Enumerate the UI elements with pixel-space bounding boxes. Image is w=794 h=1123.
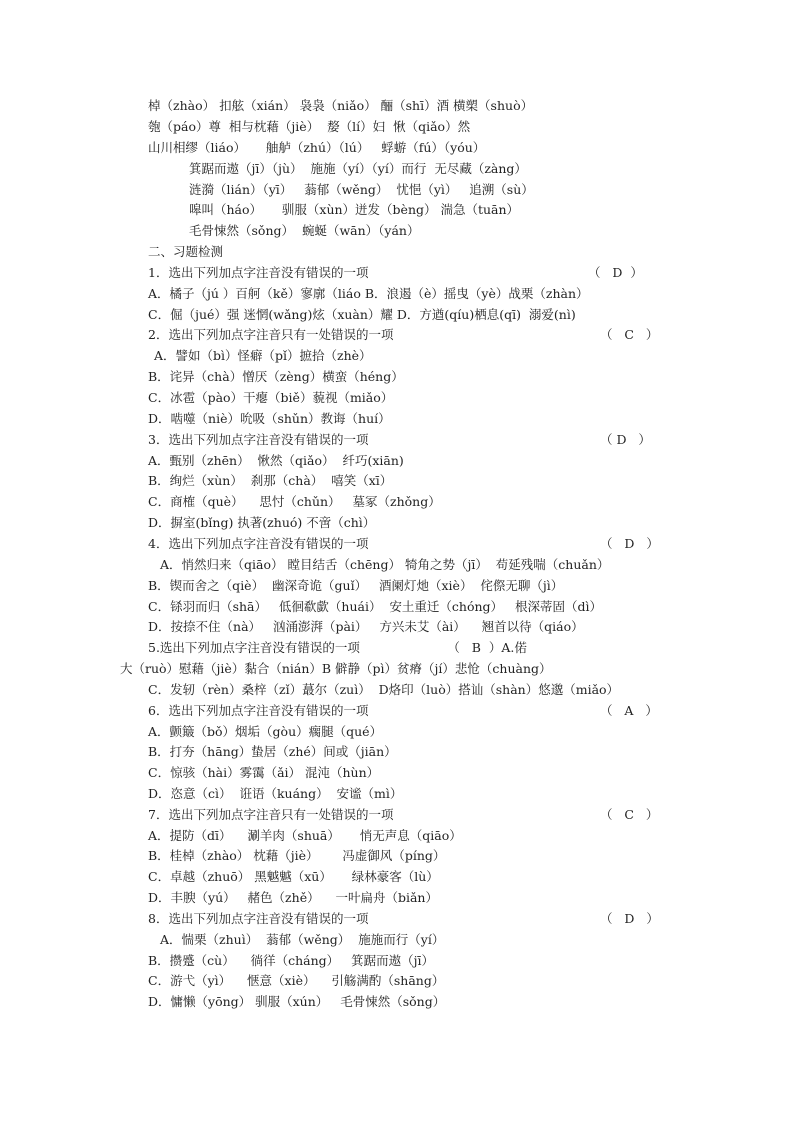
vocab-line: 箕踞而遨（jī）（jù） 施施（yí）（yí）而行 无尽藏（zàng） [189, 161, 527, 176]
question-stem: 8．选出下列加点字注音没有错误的一项 [148, 911, 369, 926]
answer-mark: （ D ） [600, 536, 659, 551]
answer-mark: （ A ） [600, 703, 658, 718]
question-option: A．譬如（bì）怪癖（pǐ）摭拾（zhè） [154, 348, 372, 363]
question-stem: 7．选出下列加点字注音只有一处错误的一项 [148, 807, 394, 822]
question-option: D．慵懒（yōng） 驯服（xún） 毛骨悚然（sǒng） [148, 994, 446, 1009]
question-option: D．丰腴（yú） 赭色（zhě） 一叶扁舟（biǎn） [148, 890, 438, 905]
question-option: B．锲而舍之（qiè） 幽深奇诡（guǐ） 酒阑灯灺（xiè） 侘傺无聊（jì） [148, 578, 564, 593]
vocab-line: 山川相缪（liáo） 舳舻（zhú）（lú） 蜉蝣（fú）（yóu） [148, 140, 486, 155]
vocab-line: 匏（páo）尊 相与枕藉（jiè） 嫠（lí）妇 愀（qiǎo）然 [148, 119, 471, 134]
question-option: C．铩羽而归（shā） 低徊欷歔（huái） 安土重迁（chóng） 根深蒂固（dì） [148, 599, 602, 614]
question-option: B．攒蹙（cù） 徜徉（cháng） 箕踞而遨（jī） [148, 953, 434, 968]
question-option: B．打夯（hāng）蛰居（zhé）间或（jiān） [148, 744, 397, 759]
question-option: C．游弋（yì） 惬意（xiè） 引觞满酌（shāng） [148, 973, 445, 988]
answer-mark: （ D ） [600, 911, 659, 926]
answer-mark: （ D ） [588, 265, 643, 280]
question-option: A．橘子（jú ）百舸（kě）寥廓（liáo B．浪遏（è）摇曳（yè）战栗（zhàn） [148, 286, 589, 301]
answer-mark: （ D ） [600, 432, 651, 447]
question-option: D．恣意（cì） 诳语（kuáng） 安谧（mì） [148, 786, 403, 801]
question-option: C．惊骇（hài）雾霭（ǎi） 混沌（hùn） [148, 765, 380, 780]
vocab-line: 毛骨悚然（sǒng） 蜿蜒（wān）（yán） [189, 223, 420, 238]
question-option: A．颤簸（bǒ）烟垢（gòu）瘸腿（qué） [148, 724, 383, 739]
answer-mark: （ C ） [600, 327, 659, 342]
question-option: B．绚烂（xùn） 刹那（chà） 嘻笑（xī） [148, 473, 393, 488]
vocab-line: 涟漪（lián）（yī） 蓊郁（wěng） 忧悒（yì） 追溯（sù） [189, 182, 534, 197]
question-stem: 4．选出下列加点字注音没有错误的一项 [148, 536, 369, 551]
vocab-line: 棹（zhào） 扣舷（xián） 袅袅（niǎo） 酾（shī）酒 横槊（shuò） [148, 98, 534, 113]
question-option: B．诧异（chà）憎厌（zèng）横蛮（héng） [148, 369, 404, 384]
question-option: D．摒室(bǐng) 执著(zhuó) 不啻（chì） [148, 515, 376, 530]
question-option: B．桂棹（zhào） 枕藉（jiè） 冯虚御风（píng） [148, 848, 446, 863]
question-stem: 6．选出下列加点字注音没有错误的一项 [148, 703, 369, 718]
question-option: C．倔（jué）强 迷惘(wǎng)炫（xuàn）耀 D．方遒(qíu)栖息(qī) 溺爱(nì) [148, 307, 576, 322]
question-option: D．按捺不住（nà） 汹涌澎湃（pài） 方兴未艾（ài） 翘首以待（qiáo） [148, 619, 584, 634]
question-option: C．冰雹（pào）干瘪（biě）藐视（miǎo） [148, 390, 394, 405]
answer-mark: （ C ） [600, 807, 659, 822]
question-option: A．惴栗（zhuì） 蓊郁（wěng） 施施而行（yí） [160, 932, 445, 947]
question-option: C．发轫（rèn）桑梓（zǐ）蕞尔（zuì） D烙印（luò）搭讪（shàn）悠邈（miǎo） [148, 682, 620, 697]
question-option: A．甄别（zhēn） 愀然（qiǎo） 纤巧(xiān) [148, 453, 404, 468]
question-stem: 1．选出下列加点字注音没有错误的一项 [148, 265, 369, 280]
question-option: 大（ruò）慰藉（jiè）黏合（nián）B 僻静（pì）贫瘠（jí）悲怆（chuàng） [120, 661, 552, 676]
question-stem: 2．选出下列加点字注音只有一处错误的一项 [148, 327, 394, 342]
question-option: C．商榷（què） 思忖（chǔn） 墓冢（zhǒng） [148, 494, 441, 509]
question-stem: 3．选出下列加点字注音没有错误的一项 [148, 432, 369, 447]
vocab-line: 嗥叫（háo） 驯服（xùn）迸发（bèng） 湍急（tuān） [189, 202, 520, 217]
question-option: A．提防（dī） 涮羊肉（shuā） 悄无声息（qiāo） [148, 828, 462, 843]
question-option: D．啮噬（niè）吮吸（shǔn）教诲（huí） [148, 411, 391, 426]
question-option: C．卓越（zhuō） 黑魆魆（xū） 绿林豪客（lù） [148, 869, 439, 884]
question-stem: 5.选出下列加点字注音没有错误的一项 （ B ）A.偌 [148, 640, 527, 655]
section-title: 二、习题检测 [148, 244, 224, 259]
question-option: A．悄然归来（qiāo） 瞠目结舌（chēng） 犄角之势（jī） 苟延残喘（chuǎn） [160, 557, 610, 572]
